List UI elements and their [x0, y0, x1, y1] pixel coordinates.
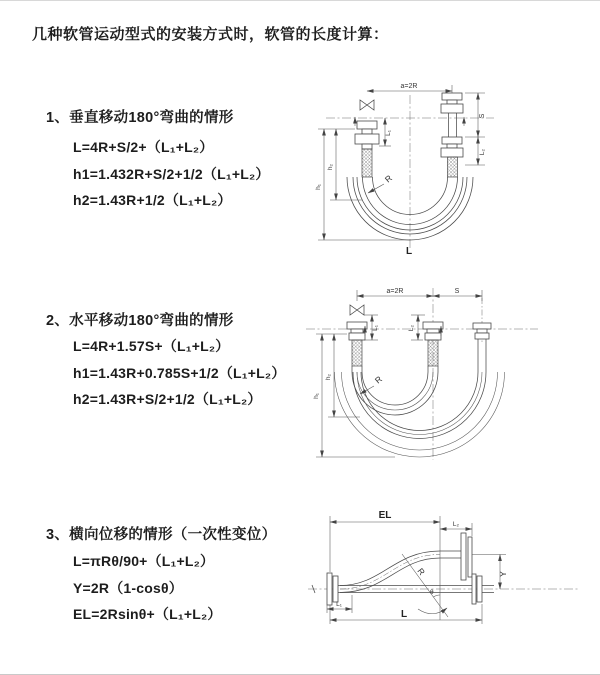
valve-icon — [360, 100, 374, 110]
formula-h1: h1=1.432R+S/2+1/2（L₁+L₂） — [73, 165, 270, 182]
dim-label-l2: L₂ — [452, 521, 460, 528]
formula-length: L=4R+S/2+（L₁+L₂） — [73, 139, 214, 155]
centerlines — [326, 95, 494, 249]
dim-label-l1: L₁ — [385, 130, 392, 136]
radius-construction — [402, 516, 448, 620]
left-leg-fitting — [347, 322, 367, 372]
dim-fit-left — [379, 118, 392, 146]
formula-h2: h2=1.43R+S/2+1/2（L₁+L₂） — [73, 391, 262, 407]
radius-label: R — [382, 172, 394, 185]
dim-label-s: S — [479, 113, 486, 119]
radius-label: R — [415, 566, 428, 578]
section-3-heading: 3、横向位移的情形（一次性变位） — [46, 527, 277, 543]
dim-label-a2r: a=2R — [386, 288, 404, 295]
formula-el: EL=2Rsinθ+（L₁+L₂） — [73, 606, 222, 622]
hose-braid — [448, 157, 458, 177]
hose-braid — [428, 340, 438, 366]
left-leg-fitting — [355, 121, 379, 177]
formula-h2: h2=1.43R+1/2（L₁+L₂） — [73, 192, 232, 208]
section-1-heading: 1、垂直移动180°弯曲的情形 — [46, 110, 234, 126]
dim-label-l: L — [400, 609, 408, 620]
dim-label-y: Y — [498, 571, 508, 577]
dim-label-h2: h₂ — [327, 163, 334, 171]
dim-label-h2: h₂ — [325, 373, 332, 381]
page-title: 几种软管运动型式的安装方式时，软管的长度计算： — [32, 26, 389, 43]
dim-length — [330, 604, 482, 624]
dim-fit-right — [440, 521, 472, 536]
dim-fit-right — [465, 137, 486, 165]
dim-label-a2r: a=2R — [400, 83, 418, 90]
dim-travel-s — [465, 93, 486, 137]
diagram-vertical-180-bend — [298, 77, 590, 257]
dim-width — [367, 83, 452, 94]
angle-label: θ — [430, 589, 434, 596]
dim-label-h1: h₁ — [315, 184, 322, 190]
dim-fit-right — [408, 315, 425, 340]
hose-arcs — [335, 372, 505, 457]
dim-label-l2: L₂ — [479, 148, 486, 156]
dim-label-l2: L₂ — [408, 324, 415, 332]
diagram-horizontal-180-bend — [298, 282, 600, 467]
dim-label-l1: L₁ — [372, 325, 379, 331]
section-2-heading: 2、水平移动180°弯曲的情形 — [46, 313, 234, 329]
formula-offset: Y=2R（1-cosθ） — [73, 579, 183, 596]
length-label: L — [406, 246, 413, 257]
hose-braid — [352, 340, 362, 366]
dim-label-h1: h₁ — [313, 393, 320, 399]
dim-el — [330, 510, 440, 572]
middle-leg-fitting — [423, 322, 443, 372]
section-3-formulas — [73, 548, 222, 628]
dim-width — [357, 288, 433, 301]
right-leg-fitting — [441, 93, 463, 177]
dim-travel-s — [433, 288, 482, 301]
formula-length: L=4R+1.57S+（L₁+L₂） — [73, 338, 230, 354]
shifted-flange — [473, 323, 491, 372]
diagram-lateral-displacement — [300, 502, 600, 647]
radius-label: R — [372, 373, 384, 386]
section-2-formulas — [73, 333, 286, 413]
valve-icon — [350, 305, 364, 315]
dim-label-s: S — [454, 288, 460, 295]
formula-length: L=πRθ/90+（L₁+L₂） — [73, 553, 215, 569]
section-1-formulas — [73, 134, 270, 214]
top-right-flange — [440, 533, 472, 580]
dim-label-l1: L₁ — [336, 601, 342, 608]
dim-label-el: EL — [378, 510, 392, 521]
formula-h1: h1=1.43R+0.785S+1/2（L₁+L₂） — [73, 364, 286, 381]
hose-braid — [362, 149, 372, 177]
